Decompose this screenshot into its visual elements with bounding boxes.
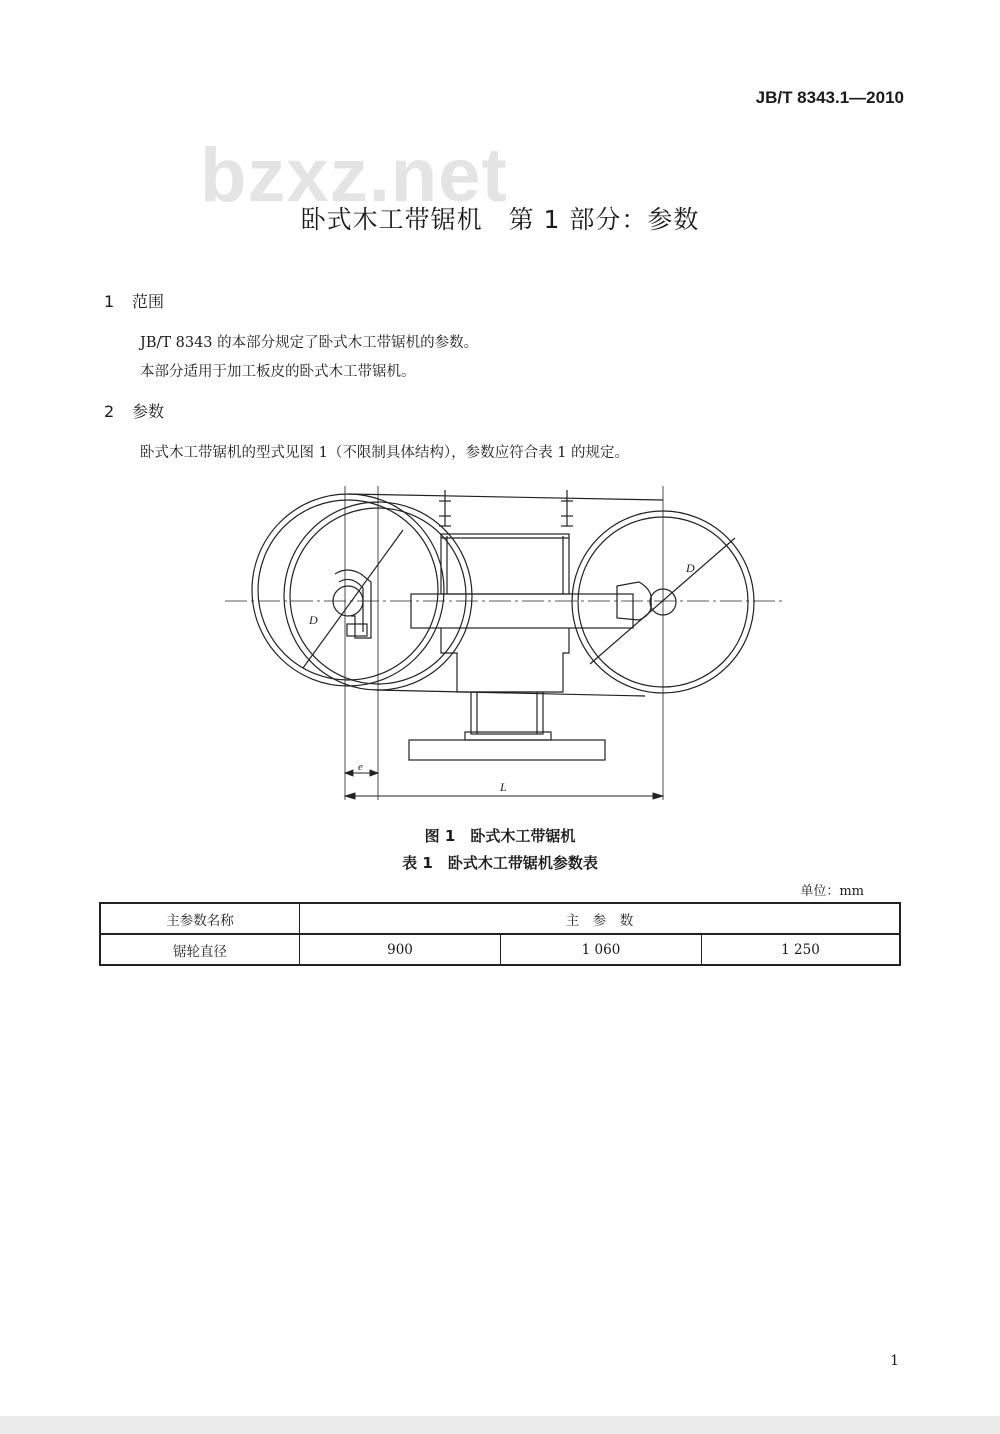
- row-name-cell: 锯轮直径: [100, 934, 300, 965]
- bottom-scroll-bar: [0, 1416, 1000, 1434]
- section-title: 范围: [132, 292, 165, 311]
- header-cell-values: 主 参 数: [300, 903, 901, 934]
- document-title: 卧式木工带锯机 第 1 部分：参数: [300, 205, 700, 234]
- section-number: 2: [104, 402, 115, 421]
- unit-note: 单位：mm: [800, 884, 864, 899]
- machine-body: [409, 490, 633, 760]
- header-cell-name: 主参数名称: [100, 903, 300, 934]
- table-header-row: [100, 903, 900, 934]
- value-cell: 1 060: [501, 934, 702, 965]
- parameters-table: [99, 902, 901, 966]
- value-cell: 1 250: [702, 934, 901, 965]
- figure-caption: 图 1 卧式木工带锯机: [424, 827, 576, 845]
- diameter-label-left: D: [309, 613, 318, 627]
- section-heading-scope: [104, 289, 164, 312]
- value-cell: 900: [300, 934, 501, 965]
- watermark: bzxz.net: [200, 133, 508, 218]
- section-title: 参数: [132, 402, 165, 421]
- parameters-paragraph: 卧式木工带锯机的型式见图 1（不限制具体结构），参数应符合表 1 的规定。: [140, 445, 630, 461]
- band-saw-drawing: [225, 478, 785, 808]
- diameter-label-right: D: [686, 561, 695, 575]
- page-number: 1: [890, 1353, 899, 1369]
- left-saw-wheel: [252, 494, 472, 690]
- section-heading-parameters: [104, 399, 164, 422]
- table-row: [100, 934, 900, 965]
- standard-code: JB/T 8343.1—2010: [755, 88, 904, 107]
- blade-lower: [375, 690, 645, 696]
- scope-paragraph-1: JB/T 8343 的本部分规定了卧式木工带锯机的参数。: [140, 335, 479, 351]
- blade-upper: [348, 494, 663, 500]
- scope-paragraph-2: 本部分适用于加工板皮的卧式木工带锯机。: [140, 364, 416, 380]
- offset-label-e: e: [358, 761, 363, 773]
- table-caption: 表 1 卧式木工带锯机参数表: [402, 854, 598, 872]
- section-number: 1: [104, 292, 115, 311]
- length-label-L: L: [500, 780, 507, 794]
